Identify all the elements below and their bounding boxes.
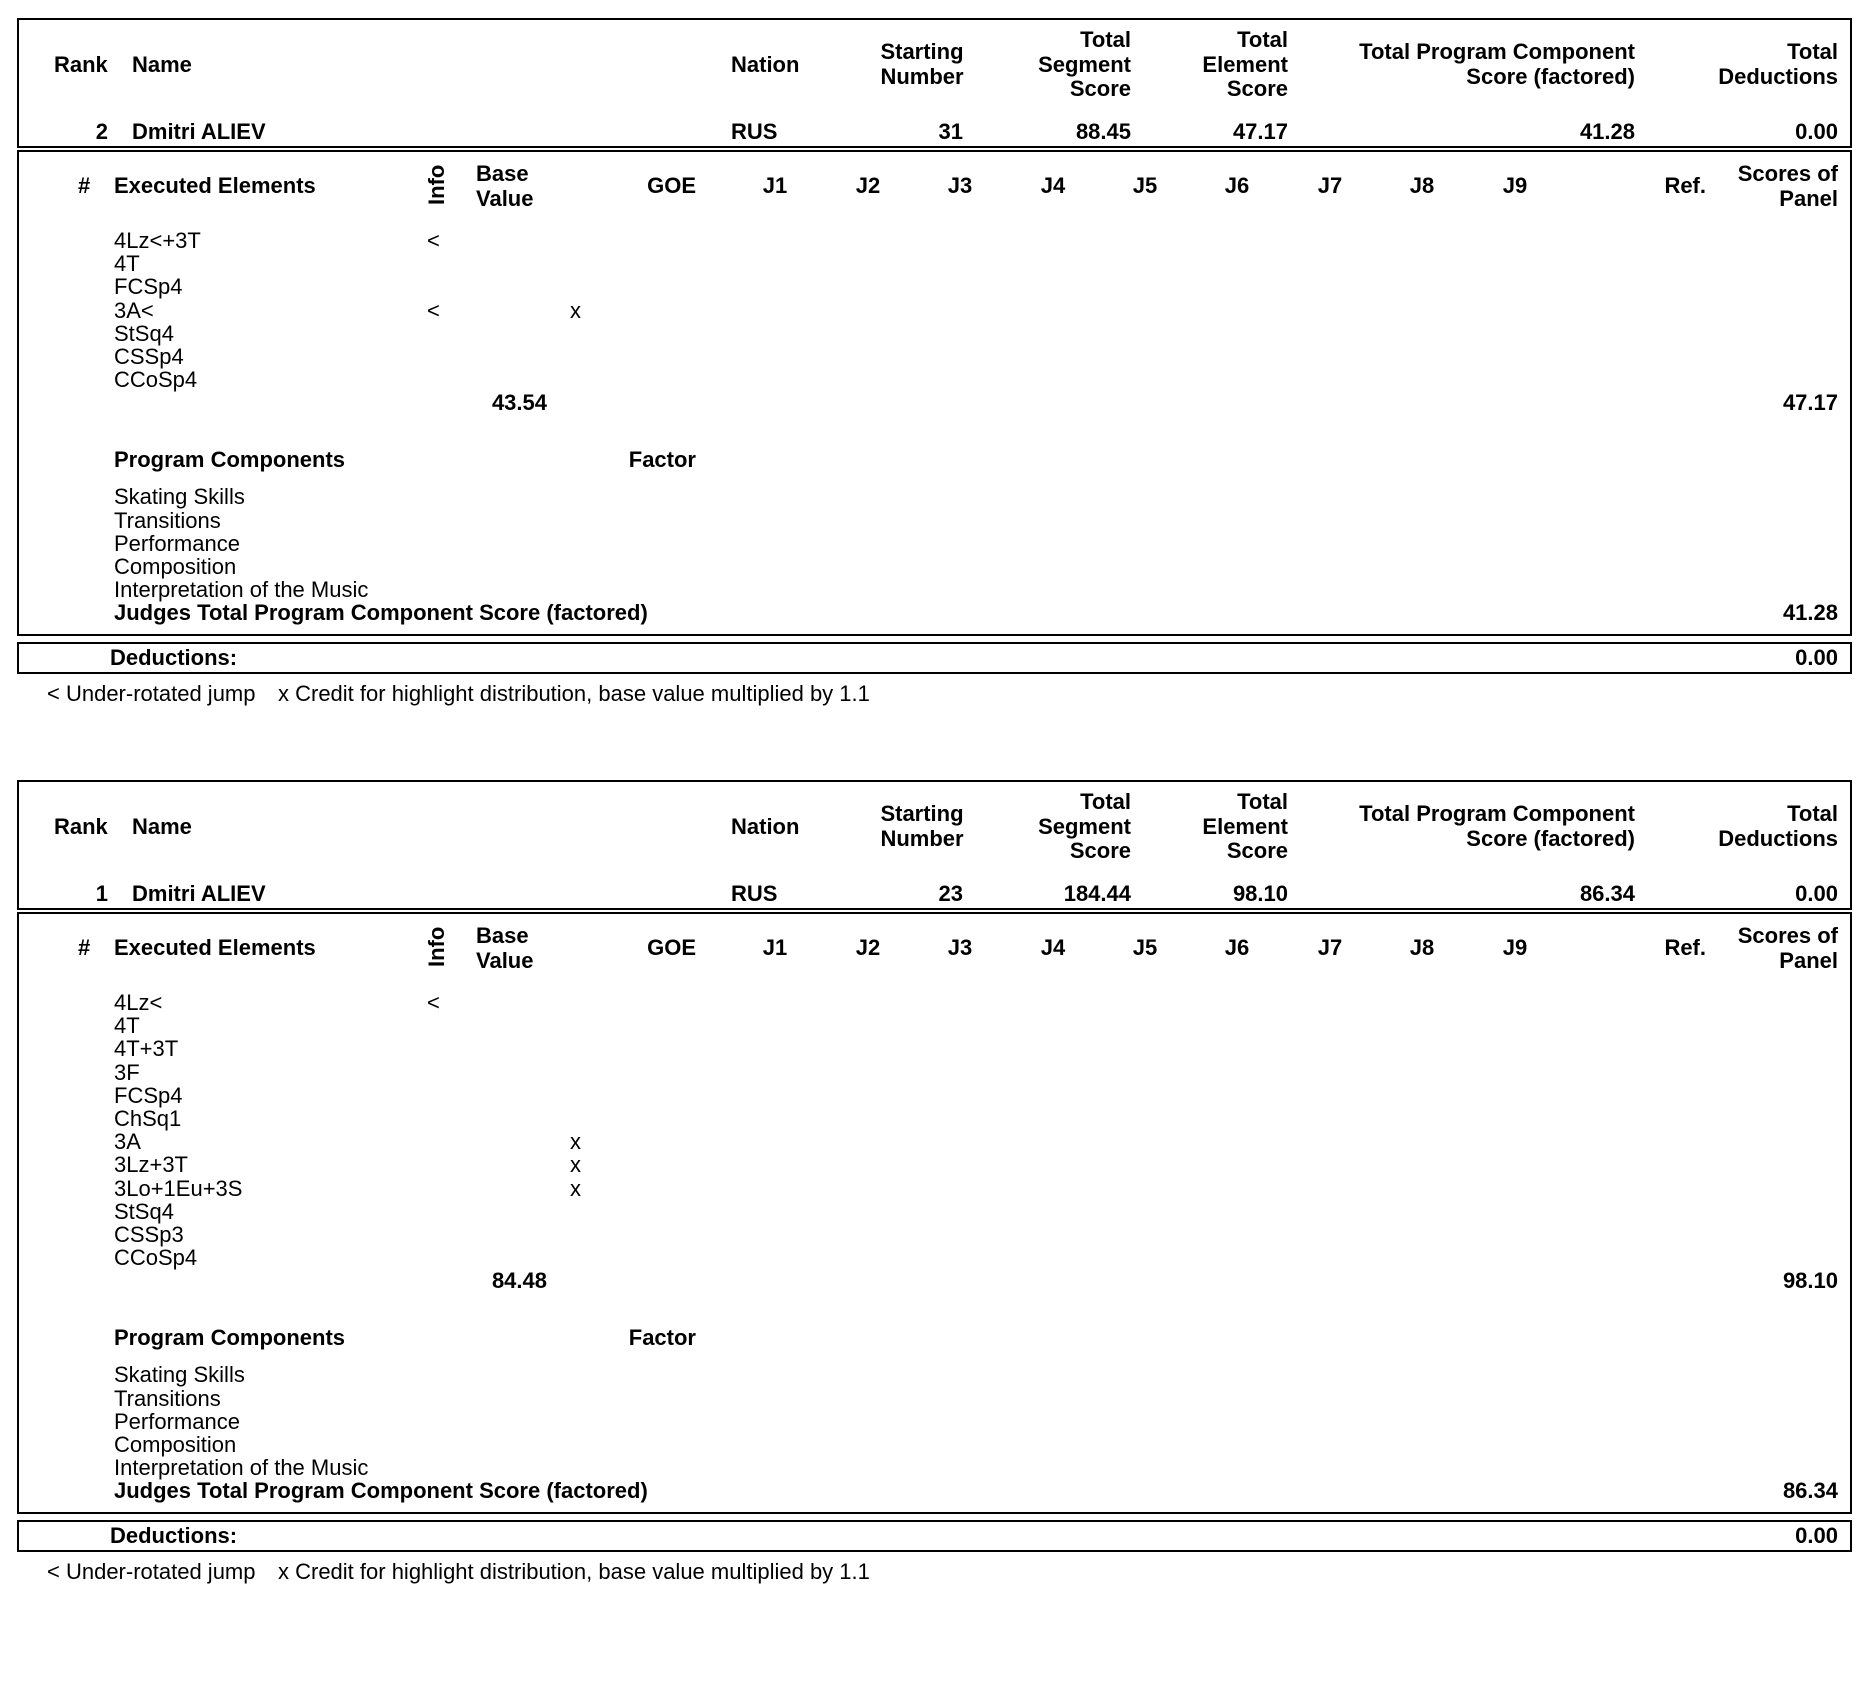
judge-header-j8: J8	[1409, 173, 1435, 198]
tes-header: Score	[1226, 838, 1288, 863]
base-value-header: Value	[476, 948, 534, 973]
judge-header-j7: J7	[1317, 173, 1343, 198]
judge-header-j1: J1	[762, 935, 788, 960]
nation-value: RUS	[731, 119, 778, 144]
deductions-header: Total	[1787, 39, 1838, 64]
component-name: Transitions	[114, 1385, 221, 1411]
executed-elements-header: Executed Elements	[114, 935, 316, 960]
element-name: 3Lz+3T	[114, 1152, 188, 1178]
component-name: Performance	[114, 530, 240, 556]
judges-total-label: Judges Total Program Component Score (factored)	[114, 1478, 648, 1504]
element-name: CSSp4	[114, 344, 184, 369]
goe-header: GOE	[647, 935, 696, 960]
rank-header: Rank	[54, 52, 108, 77]
element-name: 4Lz<	[114, 990, 163, 1015]
tes-header: Element	[1202, 814, 1288, 839]
deductions-total: 0.00	[1795, 645, 1838, 671]
program-components-header: Program Components	[114, 1325, 346, 1351]
executed-elements-header: Executed Elements	[114, 173, 316, 198]
tss-header: Segment	[1038, 814, 1131, 839]
deductions-box	[17, 1520, 1852, 1552]
element-name: FCSp4	[114, 1082, 183, 1108]
ref-header: Ref.	[1664, 173, 1706, 198]
tss-header: Total	[1080, 789, 1131, 814]
scores-box	[17, 150, 1852, 636]
element-name: 4T	[114, 1013, 140, 1039]
deductions-header: Deductions	[1718, 826, 1838, 851]
component-name: Interpretation of the Music	[114, 1455, 369, 1481]
nation-header: Nation	[731, 52, 800, 77]
deductions-label: Deductions:	[110, 1523, 238, 1549]
element-name: 3F	[114, 1059, 140, 1085]
starting-number-value: 23	[938, 881, 963, 906]
element-name: CCoSp4	[114, 367, 198, 393]
starting-number-header: Number	[880, 826, 964, 851]
info-mark: <	[427, 228, 440, 253]
pcs-header: Total Program Component	[1359, 801, 1635, 826]
skater-name: Dmitri ALIEV	[132, 881, 266, 906]
score-sheet	[0, 0, 1867, 810]
judge-header-j5: J5	[1132, 935, 1158, 960]
tes-header: Total	[1237, 789, 1288, 814]
tss-header: Score	[1069, 838, 1131, 863]
base-value-header: Base	[476, 161, 529, 186]
tss-value: 184.44	[1063, 881, 1131, 906]
deductions-value: 0.00	[1795, 881, 1838, 906]
deductions-header: Deductions	[1718, 64, 1838, 89]
judge-header-j1: J1	[762, 173, 788, 198]
pcs-header: Score (factored)	[1466, 826, 1635, 851]
element-name: CSSp3	[114, 1222, 184, 1247]
element-name: 3A<	[114, 297, 154, 323]
goe-header: GOE	[647, 173, 696, 198]
legend-highlight: x Credit for highlight distribution, base value multiplied by 1.1	[278, 1559, 870, 1585]
name-header: Name	[132, 52, 192, 77]
number-header: #	[78, 935, 91, 960]
element-name: StSq4	[114, 320, 174, 346]
judges-total-label: Judges Total Program Component Score (factored)	[114, 600, 648, 626]
judge-header-j8: J8	[1409, 935, 1435, 960]
scores-of-panel-header: Scores of	[1737, 923, 1838, 948]
pcs-header: Total Program Component	[1359, 39, 1635, 64]
ref-header: Ref.	[1664, 935, 1706, 960]
name-header: Name	[132, 814, 192, 839]
highlight-mark: x	[570, 1175, 581, 1201]
judge-header-j4: J4	[1040, 173, 1066, 198]
components-total: 86.34	[1782, 1478, 1838, 1504]
base-value-header: Base	[476, 923, 529, 948]
component-name: Skating Skills	[114, 1362, 245, 1388]
base-value-total: 43.54	[491, 390, 547, 416]
component-name: Transitions	[114, 507, 221, 533]
score-sheet	[0, 762, 1867, 1585]
rank-value: 2	[95, 119, 108, 144]
component-name: Performance	[114, 1408, 240, 1434]
base-value-total: 84.48	[491, 1268, 547, 1294]
program-components-header: Program Components	[114, 447, 346, 473]
elements-total: 98.10	[1782, 1268, 1838, 1294]
deductions-total: 0.00	[1795, 1523, 1838, 1549]
components-total: 41.28	[1782, 600, 1838, 626]
highlight-mark: x	[570, 297, 581, 323]
starting-number-header: Number	[880, 64, 964, 89]
skater-name: Dmitri ALIEV	[132, 119, 266, 144]
info-header: Info	[424, 164, 449, 205]
element-name: 4T	[114, 251, 140, 277]
judge-header-j2: J2	[855, 935, 881, 960]
judge-header-j6: J6	[1224, 173, 1250, 198]
judge-header-j5: J5	[1132, 173, 1158, 198]
element-name: ChSq1	[114, 1106, 182, 1131]
component-name: Skating Skills	[114, 484, 245, 510]
judge-header-j9: J9	[1502, 935, 1528, 960]
factor-header: Factor	[628, 447, 696, 473]
legend-under-rotated: < Under-rotated jump	[47, 1559, 256, 1585]
legend-highlight: x Credit for highlight distribution, base value multiplied by 1.1	[278, 681, 870, 707]
nation-value: RUS	[731, 881, 778, 906]
judge-header-j7: J7	[1317, 935, 1343, 960]
element-name: CCoSp4	[114, 1245, 198, 1271]
tes-value: 47.17	[1232, 119, 1288, 144]
pcs-value: 86.34	[1579, 881, 1635, 906]
number-header: #	[78, 173, 91, 198]
highlight-mark: x	[570, 1152, 581, 1178]
judge-header-j4: J4	[1040, 935, 1066, 960]
tes-header: Element	[1202, 52, 1288, 77]
scores-of-panel-header: Panel	[1779, 948, 1838, 973]
starting-number-value: 31	[938, 119, 963, 144]
tes-header: Score	[1226, 76, 1288, 101]
info-mark: <	[427, 990, 440, 1015]
info-header: Info	[424, 926, 449, 967]
tss-header: Total	[1080, 27, 1131, 52]
element-name: StSq4	[114, 1198, 174, 1224]
pcs-value: 41.28	[1579, 119, 1635, 144]
judge-header-j6: J6	[1224, 935, 1250, 960]
highlight-mark: x	[570, 1129, 581, 1155]
tss-header: Score	[1069, 76, 1131, 101]
element-name: 3A	[114, 1129, 141, 1155]
legend-under-rotated: < Under-rotated jump	[47, 681, 256, 707]
elements-total: 47.17	[1782, 390, 1838, 416]
element-name: 4T+3T	[114, 1036, 179, 1062]
rank-value: 1	[95, 881, 108, 906]
component-name: Interpretation of the Music	[114, 577, 369, 603]
deductions-label: Deductions:	[110, 645, 238, 671]
rank-header: Rank	[54, 814, 108, 839]
info-mark: <	[427, 297, 440, 323]
deductions-value: 0.00	[1795, 119, 1838, 144]
tes-value: 98.10	[1232, 881, 1288, 906]
element-name: 3Lo+1Eu+3S	[114, 1175, 243, 1201]
nation-header: Nation	[731, 814, 800, 839]
pcs-header: Score (factored)	[1466, 64, 1635, 89]
component-name: Composition	[114, 1432, 237, 1457]
deductions-header: Total	[1787, 801, 1838, 826]
tss-header: Segment	[1038, 52, 1131, 77]
judge-header-j9: J9	[1502, 173, 1528, 198]
element-name: 4Lz<+3T	[114, 228, 201, 253]
scores-box	[17, 912, 1852, 1514]
tss-value: 88.45	[1075, 119, 1131, 144]
factor-header: Factor	[628, 1325, 696, 1351]
judge-header-j2: J2	[855, 173, 881, 198]
judge-header-j3: J3	[947, 173, 973, 198]
judge-header-j3: J3	[947, 935, 973, 960]
starting-number-header: Starting	[880, 39, 964, 64]
starting-number-header: Starting	[880, 801, 964, 826]
component-name: Composition	[114, 554, 237, 579]
base-value-header: Value	[476, 186, 534, 211]
tes-header: Total	[1237, 27, 1288, 52]
deductions-box	[17, 642, 1852, 674]
scores-of-panel-header: Scores of	[1737, 161, 1838, 186]
element-name: FCSp4	[114, 274, 183, 300]
scores-of-panel-header: Panel	[1779, 186, 1838, 211]
